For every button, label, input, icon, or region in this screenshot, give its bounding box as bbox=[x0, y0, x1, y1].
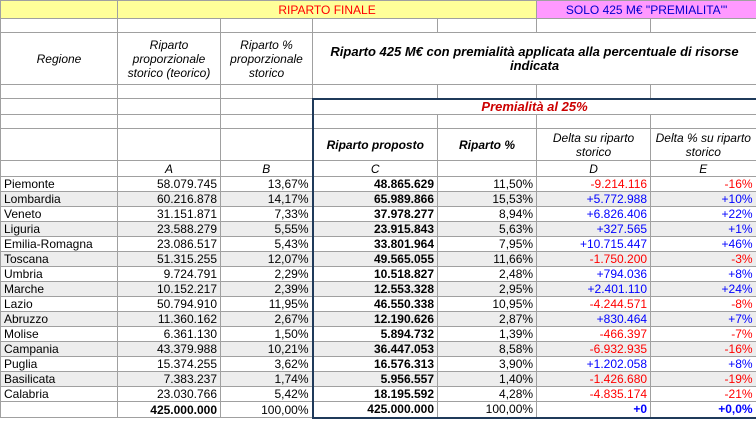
cell-riparto-proposto: 37.978.277 bbox=[313, 207, 438, 222]
cell-riparto-storico: 50.794.910 bbox=[118, 297, 221, 312]
table-row bbox=[1, 327, 756, 342]
spacer-row bbox=[1, 115, 756, 129]
cell-delta: -1.426.680 bbox=[537, 372, 651, 387]
cell-delta: -4.244.571 bbox=[537, 297, 651, 312]
cell-delta-pct: -16% bbox=[651, 177, 756, 192]
cell-riparto-pct: 2,48% bbox=[438, 267, 537, 282]
cell-riparto-proposto: 36.447.053 bbox=[313, 342, 438, 357]
cell-riparto-storico: 31.151.871 bbox=[118, 207, 221, 222]
table-row bbox=[1, 177, 756, 192]
total-riparto-storico: 425.000.000 bbox=[118, 402, 221, 418]
cell-empty bbox=[1, 1, 118, 19]
cell-riparto-proposto: 49.565.055 bbox=[313, 252, 438, 267]
cell-riparto-perc: 5,55% bbox=[221, 222, 313, 237]
cell-riparto-pct: 1,40% bbox=[438, 372, 537, 387]
spacer-row bbox=[1, 85, 756, 99]
total-delta-pct: +0,0% bbox=[651, 402, 756, 418]
cell-delta: +830.464 bbox=[537, 312, 651, 327]
cell-riparto-proposto: 65.989.866 bbox=[313, 192, 438, 207]
header-delta: Delta su riparto storico bbox=[537, 129, 651, 161]
table-row bbox=[1, 342, 756, 357]
cell-riparto-perc: 11,95% bbox=[221, 297, 313, 312]
region-name: Molise bbox=[1, 327, 118, 342]
table-row bbox=[1, 222, 756, 237]
cell-riparto-pct: 2,95% bbox=[438, 282, 537, 297]
cell-riparto-pct: 4,28% bbox=[438, 387, 537, 402]
cell-delta: +794.036 bbox=[537, 267, 651, 282]
cell-delta: -4.835.174 bbox=[537, 387, 651, 402]
cell-empty bbox=[1, 402, 118, 418]
cell-riparto-proposto: 5.894.732 bbox=[313, 327, 438, 342]
table-row bbox=[1, 372, 756, 387]
cell-riparto-proposto: 46.550.338 bbox=[313, 297, 438, 312]
premialita-row bbox=[1, 99, 756, 115]
header-riparto-pct: Riparto % bbox=[438, 129, 537, 161]
region-name: Basilicata bbox=[1, 372, 118, 387]
cell-delta-pct: -21% bbox=[651, 387, 756, 402]
table-row bbox=[1, 237, 756, 252]
letter-c: C bbox=[313, 161, 438, 177]
cell-delta-pct: +7% bbox=[651, 312, 756, 327]
cell-riparto-storico: 10.152.217 bbox=[118, 282, 221, 297]
cell-riparto-perc: 3,62% bbox=[221, 357, 313, 372]
cell-riparto-perc: 10,21% bbox=[221, 342, 313, 357]
letters-row bbox=[1, 161, 756, 177]
cell-riparto-pct: 7,95% bbox=[438, 237, 537, 252]
cell-riparto-perc: 2,39% bbox=[221, 282, 313, 297]
cell-riparto-proposto: 48.865.629 bbox=[313, 177, 438, 192]
header-regione: Regione bbox=[1, 33, 118, 85]
letter-d: D bbox=[537, 161, 651, 177]
cell-delta-pct: +24% bbox=[651, 282, 756, 297]
cell-delta: -9.214.116 bbox=[537, 177, 651, 192]
cell-riparto-proposto: 10.518.827 bbox=[313, 267, 438, 282]
cell-riparto-perc: 2,67% bbox=[221, 312, 313, 327]
cell-riparto-storico: 23.086.517 bbox=[118, 237, 221, 252]
riparto-finale-label: RIPARTO FINALE bbox=[118, 1, 537, 19]
cell-delta: +10.715.447 bbox=[537, 237, 651, 252]
table-row bbox=[1, 252, 756, 267]
cell-riparto-perc: 13,67% bbox=[221, 177, 313, 192]
subheader-row bbox=[1, 129, 756, 161]
table-row bbox=[1, 312, 756, 327]
cell-riparto-perc: 7,33% bbox=[221, 207, 313, 222]
cell-riparto-proposto: 5.956.557 bbox=[313, 372, 438, 387]
cell-riparto-storico: 58.079.745 bbox=[118, 177, 221, 192]
total-delta: +0 bbox=[537, 402, 651, 418]
total-riparto-proposto: 425.000.000 bbox=[313, 402, 438, 418]
region-name: Campania bbox=[1, 342, 118, 357]
cell-delta: -6.932.935 bbox=[537, 342, 651, 357]
cell-riparto-proposto: 16.576.313 bbox=[313, 357, 438, 372]
table-row bbox=[1, 207, 756, 222]
letter-b: B bbox=[221, 161, 313, 177]
header-riparto-425: Riparto 425 M€ con premialità applicata alla percentuale di risorse indicata bbox=[313, 33, 756, 85]
cell-riparto-perc: 1,74% bbox=[221, 372, 313, 387]
cell-riparto-proposto: 23.915.843 bbox=[313, 222, 438, 237]
table-row bbox=[1, 357, 756, 372]
table-row bbox=[1, 192, 756, 207]
cell-riparto-proposto: 18.195.592 bbox=[313, 387, 438, 402]
header-row bbox=[1, 33, 756, 85]
cell-delta: +1.202.058 bbox=[537, 357, 651, 372]
table-row bbox=[1, 387, 756, 402]
cell-riparto-storico: 43.379.988 bbox=[118, 342, 221, 357]
cell-riparto-pct: 8,58% bbox=[438, 342, 537, 357]
cell-delta-pct: -8% bbox=[651, 297, 756, 312]
cell-riparto-storico: 23.588.279 bbox=[118, 222, 221, 237]
total-riparto-perc: 100,00% bbox=[221, 402, 313, 418]
cell-riparto-proposto: 12.553.328 bbox=[313, 282, 438, 297]
cell-delta-pct: +1% bbox=[651, 222, 756, 237]
cell-riparto-perc: 14,17% bbox=[221, 192, 313, 207]
region-name: Toscana bbox=[1, 252, 118, 267]
region-name: Liguria bbox=[1, 222, 118, 237]
cell-riparto-storico: 23.030.766 bbox=[118, 387, 221, 402]
cell-delta-pct: +46% bbox=[651, 237, 756, 252]
cell-riparto-proposto: 33.801.964 bbox=[313, 237, 438, 252]
cell-delta-pct: -7% bbox=[651, 327, 756, 342]
region-name: Veneto bbox=[1, 207, 118, 222]
cell-riparto-pct: 3,90% bbox=[438, 357, 537, 372]
letter-a: A bbox=[118, 161, 221, 177]
solo-premialita-label: SOLO 425 M€ "PREMIALITA'" bbox=[537, 1, 756, 19]
header-delta-pct: Delta % su riparto storico bbox=[651, 129, 756, 161]
cell-riparto-storico: 7.383.237 bbox=[118, 372, 221, 387]
cell-riparto-pct: 2,87% bbox=[438, 312, 537, 327]
header-riparto-perc: Riparto % proporzionale storico bbox=[221, 33, 313, 85]
total-riparto-pct: 100,00% bbox=[438, 402, 537, 418]
cell-delta: -466.397 bbox=[537, 327, 651, 342]
cell-delta-pct: +10% bbox=[651, 192, 756, 207]
totals-row bbox=[1, 402, 756, 418]
table-row bbox=[1, 267, 756, 282]
cell-delta: +2.401.110 bbox=[537, 282, 651, 297]
cell-delta-pct: -19% bbox=[651, 372, 756, 387]
cell-delta-pct: +8% bbox=[651, 357, 756, 372]
cell-riparto-pct: 15,53% bbox=[438, 192, 537, 207]
cell-riparto-perc: 5,43% bbox=[221, 237, 313, 252]
cell-delta-pct: -3% bbox=[651, 252, 756, 267]
cell-riparto-storico: 15.374.255 bbox=[118, 357, 221, 372]
table-row bbox=[1, 282, 756, 297]
region-name: Marche bbox=[1, 282, 118, 297]
cell-delta: -1.750.200 bbox=[537, 252, 651, 267]
region-name: Umbria bbox=[1, 267, 118, 282]
cell-riparto-storico: 60.216.878 bbox=[118, 192, 221, 207]
cell-delta-pct: +22% bbox=[651, 207, 756, 222]
cell-delta: +327.565 bbox=[537, 222, 651, 237]
cell-riparto-pct: 8,94% bbox=[438, 207, 537, 222]
cell-riparto-perc: 2,29% bbox=[221, 267, 313, 282]
region-name: Calabria bbox=[1, 387, 118, 402]
cell-riparto-pct: 11,50% bbox=[438, 177, 537, 192]
cell-riparto-perc: 5,42% bbox=[221, 387, 313, 402]
cell-riparto-storico: 6.361.130 bbox=[118, 327, 221, 342]
cell-riparto-proposto: 12.190.626 bbox=[313, 312, 438, 327]
cell-riparto-pct: 11,66% bbox=[438, 252, 537, 267]
cell-delta: +5.772.988 bbox=[537, 192, 651, 207]
top-row bbox=[1, 1, 756, 19]
letter-e: E bbox=[651, 161, 756, 177]
cell-riparto-perc: 1,50% bbox=[221, 327, 313, 342]
cell-riparto-pct: 10,95% bbox=[438, 297, 537, 312]
cell-delta: +6.826.406 bbox=[537, 207, 651, 222]
cell-riparto-pct: 1,39% bbox=[438, 327, 537, 342]
cell-riparto-storico: 51.315.255 bbox=[118, 252, 221, 267]
header-riparto-proposto: Riparto proposto bbox=[313, 129, 438, 161]
header-riparto-proporzionale: Riparto proporzionale storico (teorico) bbox=[118, 33, 221, 85]
table-row bbox=[1, 297, 756, 312]
spacer-row bbox=[1, 19, 756, 33]
region-name: Lazio bbox=[1, 297, 118, 312]
region-name: Lombardia bbox=[1, 192, 118, 207]
cell-riparto-pct: 5,63% bbox=[438, 222, 537, 237]
cell-delta-pct: -16% bbox=[651, 342, 756, 357]
region-name: Abruzzo bbox=[1, 312, 118, 327]
cell-riparto-perc: 12,07% bbox=[221, 252, 313, 267]
cell-riparto-storico: 11.360.162 bbox=[118, 312, 221, 327]
region-name: Puglia bbox=[1, 357, 118, 372]
cell-riparto-storico: 9.724.791 bbox=[118, 267, 221, 282]
cell-delta-pct: +8% bbox=[651, 267, 756, 282]
region-name: Piemonte bbox=[1, 177, 118, 192]
premialita-label: Premialità al 25% bbox=[313, 99, 756, 115]
region-name: Emilia-Romagna bbox=[1, 237, 118, 252]
